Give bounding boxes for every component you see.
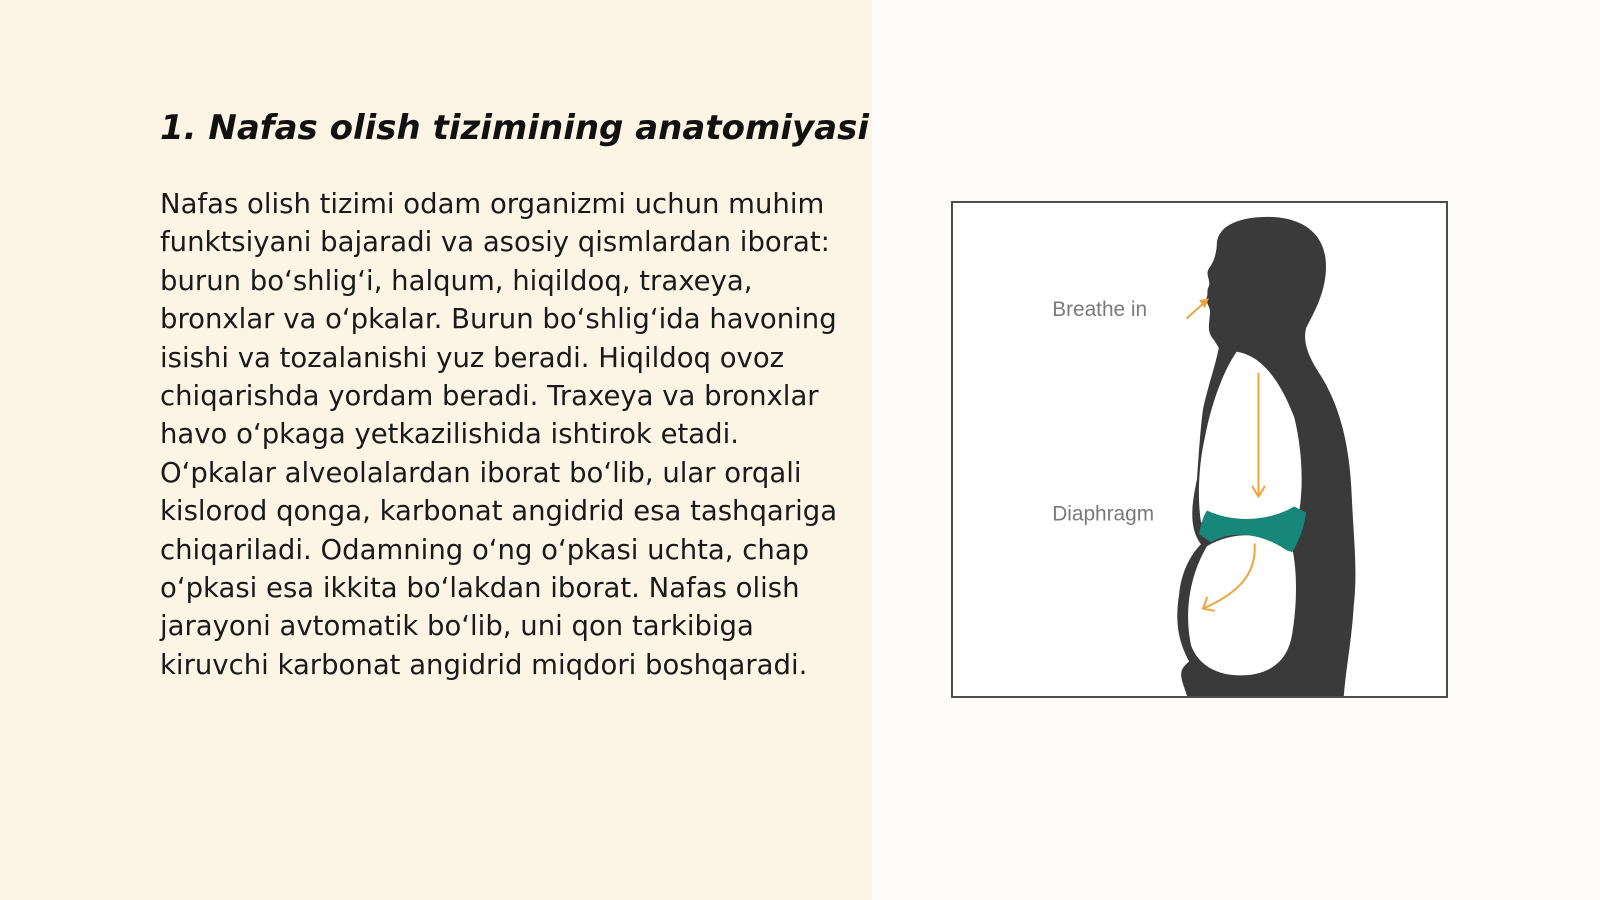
breathing-diagram-svg [953,203,1446,696]
slide-body-text: Nafas olish tizimi odam organizmi uchun muhim funktsiyani bajaradi va asosiy qismlardan iborat: burun bo‘shlig‘i, halqum, hiqildoq, traxeya, bronxlar va o‘pkalar. Burun bo‘shlig‘ida havoning isishi va tozalanishi yuz beradi. Hiqildoq ovoz chiqarishda yordam beradi. Traxeya va bronxlar havo o‘pkaga yetkazilishida ishtirok etadi. O‘pkalar alveolalardan iborat bo‘lib, ular orqali kislorod qonga, karbonat angidrid esa tashqariga chiqariladi. Odamning o‘ng o‘pkasi uchta, chap o‘pkasi esa ikkita bo‘lakdan iborat. Nafas olish jarayoni avtomatik bo‘lib, uni qon tarkibiga kiruvchi karbonat angidrid miqdori boshqaradi. [160,188,838,681]
diaphragm-label: Diaphragm [1052,502,1155,526]
breathe-in-label: Breathe in [1052,298,1148,322]
breathing-diagram [951,201,1448,698]
slide-title: 1. Nafas olish tizimining anatomiyasi [160,108,870,148]
